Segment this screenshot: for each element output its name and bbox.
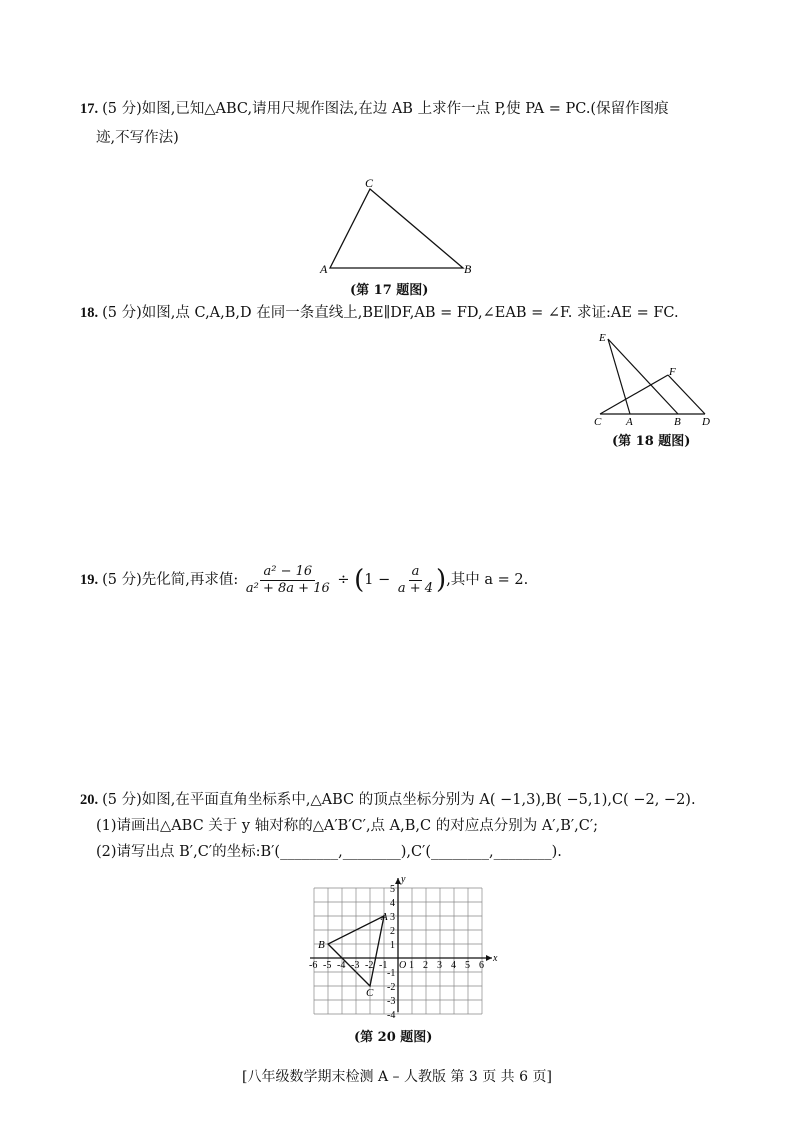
- figure-caption: (第 17 题图): [350, 283, 429, 298]
- point-label-a: A: [626, 416, 633, 427]
- vertex-label-c: C: [365, 176, 374, 190]
- fraction-1: $\frac{\text{a² − 16}}{\text{a² + 8a + 16}}$: [245, 563, 330, 596]
- point-label-d: D: [702, 416, 710, 427]
- y-tick-label: -3: [387, 996, 396, 1007]
- question-number: 17.: [80, 101, 99, 117]
- x-tick-label: -2: [365, 960, 374, 971]
- y-tick-label: -2: [387, 982, 396, 993]
- point-label-b: B: [674, 416, 681, 427]
- figure-caption: (第 20 题图): [354, 1030, 433, 1045]
- figure-caption: (第 18 题图): [612, 434, 691, 449]
- question-17-continued: 迹,不写作法): [96, 130, 179, 146]
- sub-question-2: (2)请写出点 B′,C′的坐标:B′(________,________),C′(________,________).: [96, 844, 562, 860]
- x-tick-label: -1: [379, 960, 388, 971]
- vertex-label-b: B: [318, 939, 325, 951]
- point-label-c: C: [594, 416, 602, 427]
- question-text: (5 分)如图,在平面直角坐标系中,△ABC 的顶点坐标分别为 A( −1,3),B( −5,1),C( −2, −2).: [102, 792, 696, 808]
- x-tick-label: 2: [423, 960, 428, 971]
- x-tick-label: 6: [479, 960, 484, 971]
- point-label-f: F: [669, 366, 676, 378]
- y-axis-label: y: [401, 874, 406, 885]
- x-tick-label: -6: [309, 960, 318, 971]
- vertex-label-b: B: [464, 262, 472, 275]
- segment-fd: [668, 375, 705, 414]
- triangle-abc: [330, 189, 463, 268]
- question-text: (5 分)如图,点 C,A,B,D 在同一条直线上,BE∥DF,AB = FD,∠EAB = ∠F. 求证:AE = FC.: [102, 305, 679, 321]
- q20-coordinate-grid: [296, 870, 501, 1020]
- one-minus: 1 −: [364, 572, 391, 588]
- q18-figure: [590, 327, 720, 427]
- x-tick-label: 1: [409, 960, 414, 971]
- page-footer: [八年级数学期末检测 A – 人教版 第 3 页 共 6 页]: [242, 1069, 552, 1085]
- vertex-label-c: C: [366, 987, 374, 999]
- question-20: [80, 789, 696, 811]
- origin-label: O: [399, 960, 407, 971]
- question-prefix: (5 分)先化简,再求值:: [102, 572, 239, 588]
- x-tick-label: -5: [323, 960, 332, 971]
- y-tick-label: 4: [390, 898, 395, 909]
- x-tick-label: 3: [437, 960, 442, 971]
- vertex-label-a: A: [381, 911, 388, 923]
- y-tick-label: 2: [390, 926, 395, 937]
- question-17: [80, 98, 669, 120]
- y-tick-label: 1: [390, 940, 395, 951]
- point-label-e: E: [599, 332, 606, 344]
- question-suffix: ,其中 a = 2.: [446, 572, 529, 588]
- x-axis-arrow: [486, 955, 492, 961]
- x-tick-label: -4: [337, 960, 346, 971]
- question-text: (5 分)如图,已知△ABC,请用尺规作图法,在边 AB 上求作一点 P,使 PA = PC.(保留作图痕: [102, 101, 669, 117]
- sub-question-1: (1)请画出△ABC 关于 y 轴对称的△A′B′C′,点 A,B,C 的对应点分别为 A′,B′,C′;: [96, 818, 599, 834]
- y-tick-label: 5: [390, 884, 395, 895]
- segment-fc: [600, 375, 668, 414]
- question-18: [80, 302, 679, 324]
- y-tick-label: -1: [387, 968, 396, 979]
- x-tick-label: 4: [451, 960, 456, 971]
- q17-triangle-figure: [315, 175, 485, 275]
- y-tick-label: 3: [390, 912, 395, 923]
- divide-sign: ÷: [337, 572, 350, 588]
- question-19: 19. (5 分)先化简,再求值: $\frac{\text{a² − 16}}{\text{a² + 8a + 16}}$ ÷ (1 − $\frac{a}{a + 4}$ ),其中 a = 2.: [80, 563, 529, 596]
- question-number: 18.: [80, 305, 99, 321]
- question-number: 19.: [80, 572, 99, 588]
- fraction-2: $\frac{a}{a + 4}$: [397, 563, 434, 596]
- x-tick-label: 5: [465, 960, 470, 971]
- x-tick-label: -3: [351, 960, 360, 971]
- x-axis-label: x: [493, 953, 498, 964]
- vertex-label-a: A: [320, 262, 328, 275]
- y-tick-label: -4: [387, 1010, 396, 1020]
- question-number: 20.: [80, 792, 99, 808]
